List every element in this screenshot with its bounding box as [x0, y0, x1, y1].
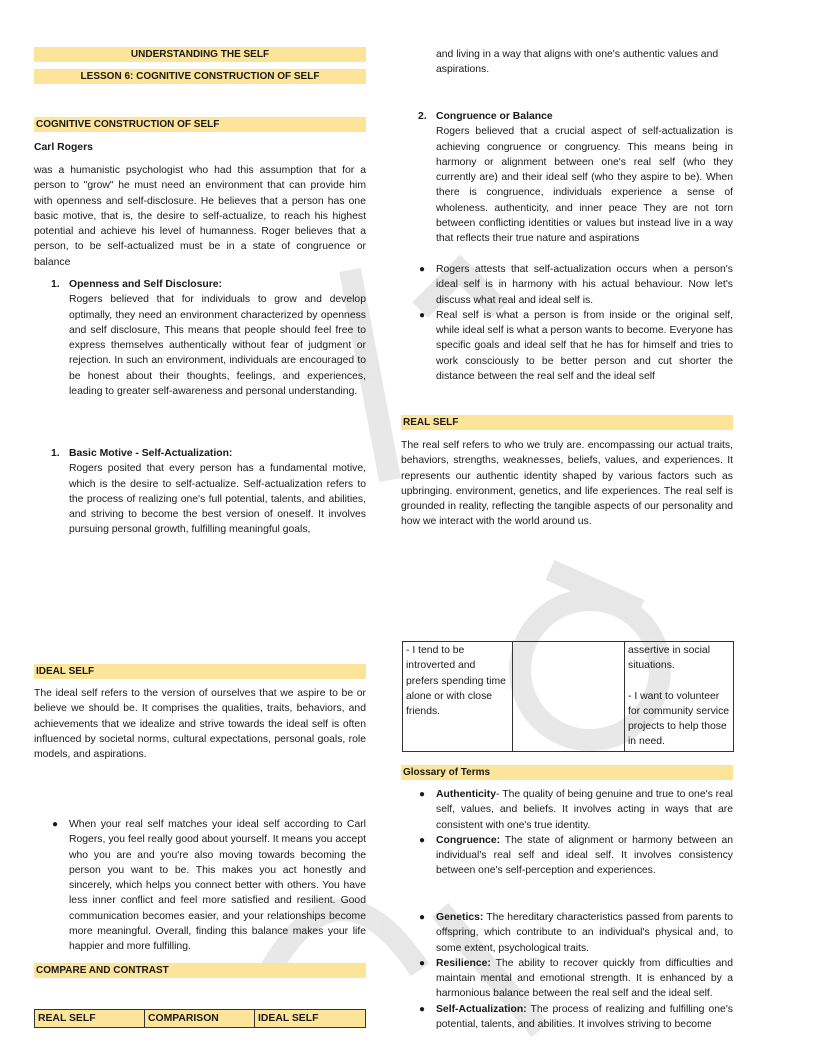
intro-paragraph: was a humanistic psychologist who had this assumption that for a person to "grow" he must need an environment that can provide him with openness and self-disclosure. He believes that a person has one basic motive, that is, the desire to self-actualize, to reach his highest potential and achieve his level of humanness. Roger believes that a person, to be self-actualized must be in a state of congruence or balance: [34, 165, 366, 268]
list-item: ● Rogers attests that self-actualization occurs when a person's ideal self is in harmony with his actual behaviour. Now let's discuss what real and ideal self is.: [419, 264, 733, 306]
compare-header-real: REAL SELF: [35, 1010, 145, 1028]
compare-table: [34, 1009, 366, 1028]
section-heading-real-self: REAL SELF: [401, 415, 733, 430]
list-item-basic-motive: [51, 446, 366, 538]
glossary-term: ● Resilience: The ability to recover quickly from difficulties and maintain mental and emotional strength. It is enhanced by a harmonious balance between the real self and the ideal self.: [419, 957, 733, 1000]
section-heading-cognitive: COGNITIVE CONSTRUCTION OF SELF: [34, 117, 366, 132]
list-item-text: Rogers believed that for individuals to grow and develop optimally, they need an environment characterized by openness and self disclosure, This means that people should feel free to express themselves authentically without fear of judgment or rejection. In such an environment, individuals are encouraged to be honest about their thoughts, feelings, and experiences, leading to greater self-awareness and personal understanding.: [69, 294, 366, 398]
list-item: ● When your real self matches your ideal self according to Carl Rogers, you feel really good about yourself. It means you accept who you are and you're also moving towards becoming the person you want to be. This makes you act honestly and sincerely, which helps you connect better with others. You have less inner conflict and feel more satisfied and resilient. Good communication becomes easier, and your relationships become more meaningful. Overall, finding this balance makes your life happier and more fulfilling.: [52, 819, 366, 953]
compare-header-ideal: IDEAL SELF: [255, 1010, 366, 1028]
document-title: UNDERSTANDING THE SELF: [34, 47, 366, 62]
glossary-term: ● Genetics: The hereditary characteristics passed from parents to offspring, which contribute to an individual's physical and, to some extent, psychological traits.: [419, 912, 733, 954]
table-cell-ideal: assertive in social situations. - I want to volunteer for community service projects to help those in need.: [625, 642, 734, 752]
table-cell-real: - I tend to be introverted and prefers spending time alone or with close friends.: [403, 642, 513, 752]
ideal-self-paragraph: The ideal self refers to the version of ourselves that we aspire to be or believe we should be. It comprises the qualities, traits, behaviors, and achievements that we idealize and strive towards the ideal self is often influenced by societal norms, cultural expectations, personal goals, role models, and aspirations.: [34, 688, 366, 761]
list-item: ● Real self is what a person is from inside or the original self, while ideal self is what a person wants to become. Everyone has specific goals and ideal self that he has for himself and tries to work consciously to be better person and cut shorter the distance between the real self and the ideal self: [419, 309, 733, 383]
list-number: 1.: [51, 448, 60, 459]
list-item-text: Rogers posited that every person has a fundamental motive, which is the desire to self-actualize. Self-actualization refers to the process of realizing one's full potential, talents, and abilities, and striving to become the best version of oneself. It involves pursuing personal growth, fulfilling meaningful goals,: [69, 463, 366, 536]
continued-paragraph: and living in a way that aligns with one's authentic values and aspirations.: [436, 49, 719, 76]
glossary-list-continued: [419, 910, 733, 1032]
lesson-title: LESSON 6: COGNITIVE CONSTRUCTION OF SELF: [34, 69, 366, 84]
compare-header-comparison: COMPARISON: [145, 1010, 255, 1028]
glossary-term: ● Self-Actualization: The process of realizing and fulfilling one's potential, talents, and abilities. It involves striving to become: [419, 1003, 733, 1031]
table-cell-comparison: [513, 642, 625, 752]
section-heading-ideal-self: IDEAL SELF: [34, 664, 366, 679]
real-self-paragraph: The real self refers to who we truly are. encompassing our actual traits, behaviors, strengths, weaknesses, beliefs, values, and experiences. It represents our authentic identity shaped by various factors such as upbringing. environment, genetics, and life experiences. The real self is grounded in reality, reflecting the tangible aspects of our personality and how we interact with the world around us.: [401, 440, 733, 528]
author-name: Carl Rogers: [34, 142, 93, 153]
list-item-title: Basic Motive - Self-Actualization:: [69, 448, 233, 459]
section-heading-glossary: Glossary of Terms: [401, 765, 733, 780]
list-item-congruence: [418, 109, 733, 247]
glossary-term: ● Authenticity- The quality of being genuine and true to one's real self, values, and beliefs. It involves acting in ways that are consistent with one's true identity.: [419, 789, 733, 831]
list-item-title: Openness and Self Disclosure:: [69, 279, 223, 290]
list-item-text: Rogers believed that a crucial aspect of self-actualization is achieving congruence or congruency. This means being in harmony or alignment between one's real self (who they currently are) and their ideal self (who they aspire to be). When there is congruence, individuals experience a sense of wholeness. authenticity, and inner peace They are not torn between conflicting identities or values but instead live in a way that reflects their true nature and aspirations: [436, 126, 733, 245]
glossary-list: [419, 787, 733, 879]
ideal-self-bullets: [52, 817, 366, 955]
compare-table-continued: [402, 641, 734, 752]
list-item-openness: [51, 277, 366, 399]
list-item-title: Congruence or Balance: [436, 111, 553, 122]
section-heading-compare: COMPARE AND CONTRAST: [34, 963, 366, 978]
list-number: 1.: [51, 279, 60, 290]
list-number: 2.: [418, 111, 427, 122]
glossary-term: ● Congruence: The state of alignment or harmony between an individual's real self and ideal self. It involves consistency between one's self-perception and experiences.: [419, 834, 733, 877]
self-actualization-bullets: [419, 262, 733, 384]
